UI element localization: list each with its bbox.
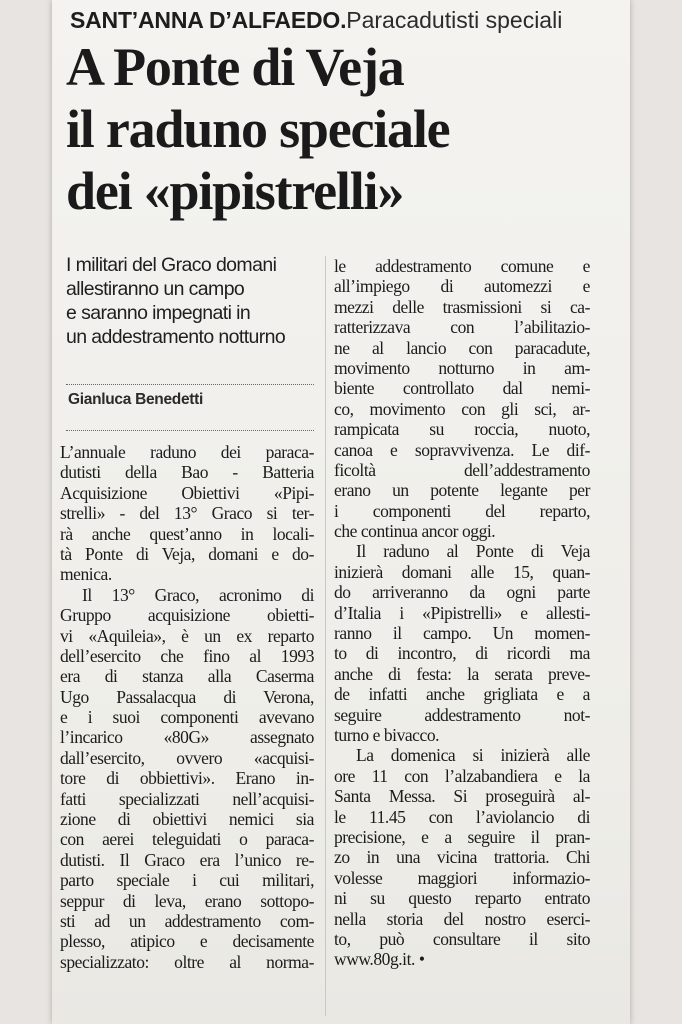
body-line: zione di obiettivi nemici sia (60, 809, 314, 830)
body-line: parto speciale i cui militari, (60, 870, 314, 891)
body-line: ne al lancio con paracadute, (334, 337, 590, 358)
body-line: biente controllato dal nemi- (334, 378, 590, 399)
body-line: all’impiego di automezzi e (334, 276, 590, 297)
body-line: rà anche quest’anno in locali- (60, 523, 314, 544)
body-line: dutisti. Il Graco era l’unico re- (60, 849, 314, 870)
headline-line: dei «pipistrelli» (66, 161, 404, 221)
body-line: era di stanza alla Caserma (60, 666, 314, 687)
body-line: vi «Aquileia», è un ex reparto (60, 625, 314, 646)
body-line: le 11.45 con l’aviolancio di (334, 806, 590, 827)
body-line: fatti specializzati nell’acquisi- (60, 788, 314, 809)
divider-top (66, 384, 314, 385)
subheadline-line: allestiranno un campo (66, 278, 245, 300)
body-line: La domenica si inizierà alle (356, 745, 590, 766)
subheadline-line: e saranno impegnati in (66, 302, 251, 324)
body-line: Santa Messa. Si proseguirà al- (334, 786, 590, 807)
body-line: Acquisizione Obiettivi «Pipi- (60, 482, 314, 503)
body-line: zo in una vicina trattoria. Chi (334, 847, 590, 868)
body-line: seguire addestramento not- (334, 704, 590, 725)
body-line: www.80g.it. • (334, 949, 425, 970)
body-column-right (334, 256, 590, 970)
body-line: menica. (60, 564, 112, 585)
body-line: tà Ponte di Veja, domani e do- (60, 543, 314, 564)
body-column-left (60, 442, 314, 972)
body-line: che continua ancor oggi. (334, 521, 496, 542)
body-line: do arriveranno da ogni parte (334, 582, 590, 603)
body-line: i componenti del reparto, (334, 500, 590, 521)
body-line: Il 13° Graco, acronimo di (82, 584, 314, 605)
body-line: strelli» - del 13° Graco si ter- (60, 503, 314, 524)
body-line: turno e bivacco. (334, 724, 440, 745)
body-line: con aerei teleguidati o paraca- (60, 829, 314, 850)
body-line: d’Italia i «Pipistrelli» e allesti- (334, 602, 590, 623)
body-line: Gruppo acquisizione obietti- (60, 605, 314, 626)
subheadline (66, 253, 321, 349)
body-line: l’incarico «80G» assegnato (60, 727, 314, 748)
body-line: anche di festa: la serata preve- (334, 663, 590, 684)
body-line: volesse maggiori informazio- (334, 867, 590, 888)
body-line: rampicata su roccia, nuoto, (334, 419, 590, 440)
body-line: ranno il campo. Un momen- (334, 623, 590, 644)
body-line: tore di obbiettivi». Erano in- (60, 768, 314, 789)
body-line: erano un potente legante per (334, 480, 590, 501)
headline-line: A Ponte di Veja (66, 37, 404, 97)
body-line: movimento notturno in am- (334, 357, 590, 378)
body-line: plesso, atipico e decisamente (60, 931, 314, 952)
body-line: Ugo Passalacqua di Verona, (60, 686, 314, 707)
headline-line: il raduno speciale (66, 99, 450, 159)
kicker-location: SANT’ANNA D’ALFAEDO. (70, 7, 347, 33)
column-separator (325, 256, 326, 1016)
body-line: dutisti della Bao - Batteria (60, 462, 314, 483)
body-line: ni su questo reparto entrato (334, 888, 590, 909)
body-line: mezzi delle trasmissioni si ca- (334, 296, 590, 317)
body-line: to di incontro, di ricordi ma (334, 643, 590, 664)
body-line: ore 11 con l’alzabandiera e la (334, 765, 590, 786)
body-line: ficoltà dell’addestramento (334, 459, 590, 480)
divider-bottom (66, 430, 314, 431)
byline: Gianluca Benedetti (68, 391, 203, 408)
body-line: to, può consultare il sito (334, 928, 590, 949)
body-line: L’annuale raduno dei paraca- (60, 442, 314, 462)
body-line: Il raduno al Ponte di Veja (356, 541, 590, 562)
body-line: seppur di leva, erano sottopo- (60, 890, 314, 911)
body-line: le addestramento comune e (334, 256, 590, 276)
body-line: dall’esercito, ovvero «acquisi- (60, 747, 314, 768)
body-line: co, movimento con gli sci, ar- (334, 398, 590, 419)
body-line: e i suoi componenti avevano (60, 707, 314, 728)
body-line: sti ad un addestramento com- (60, 910, 314, 931)
body-line: precisione, e a seguire il pran- (334, 826, 590, 847)
body-line: nella storia del nostro eserci- (334, 908, 590, 929)
body-line: ratterizzava con l’abilitazio- (334, 317, 590, 338)
body-line: specializzato: oltre al norma- (60, 951, 314, 972)
kicker (70, 6, 562, 34)
body-line: canoa e sopravvivenza. Le dif- (334, 439, 590, 460)
subheadline-line: un addestramento notturno (66, 326, 286, 348)
kicker-topic: Paracadutisti speciali (346, 7, 563, 33)
body-line: dell’esercito che fino al 1993 (60, 645, 314, 666)
body-line: inizierà domani alle 15, quan- (334, 561, 590, 582)
body-line: de infatti anche grigliata e a (334, 684, 590, 705)
headline (66, 36, 606, 222)
subheadline-line: I militari del Graco domani (66, 254, 277, 276)
